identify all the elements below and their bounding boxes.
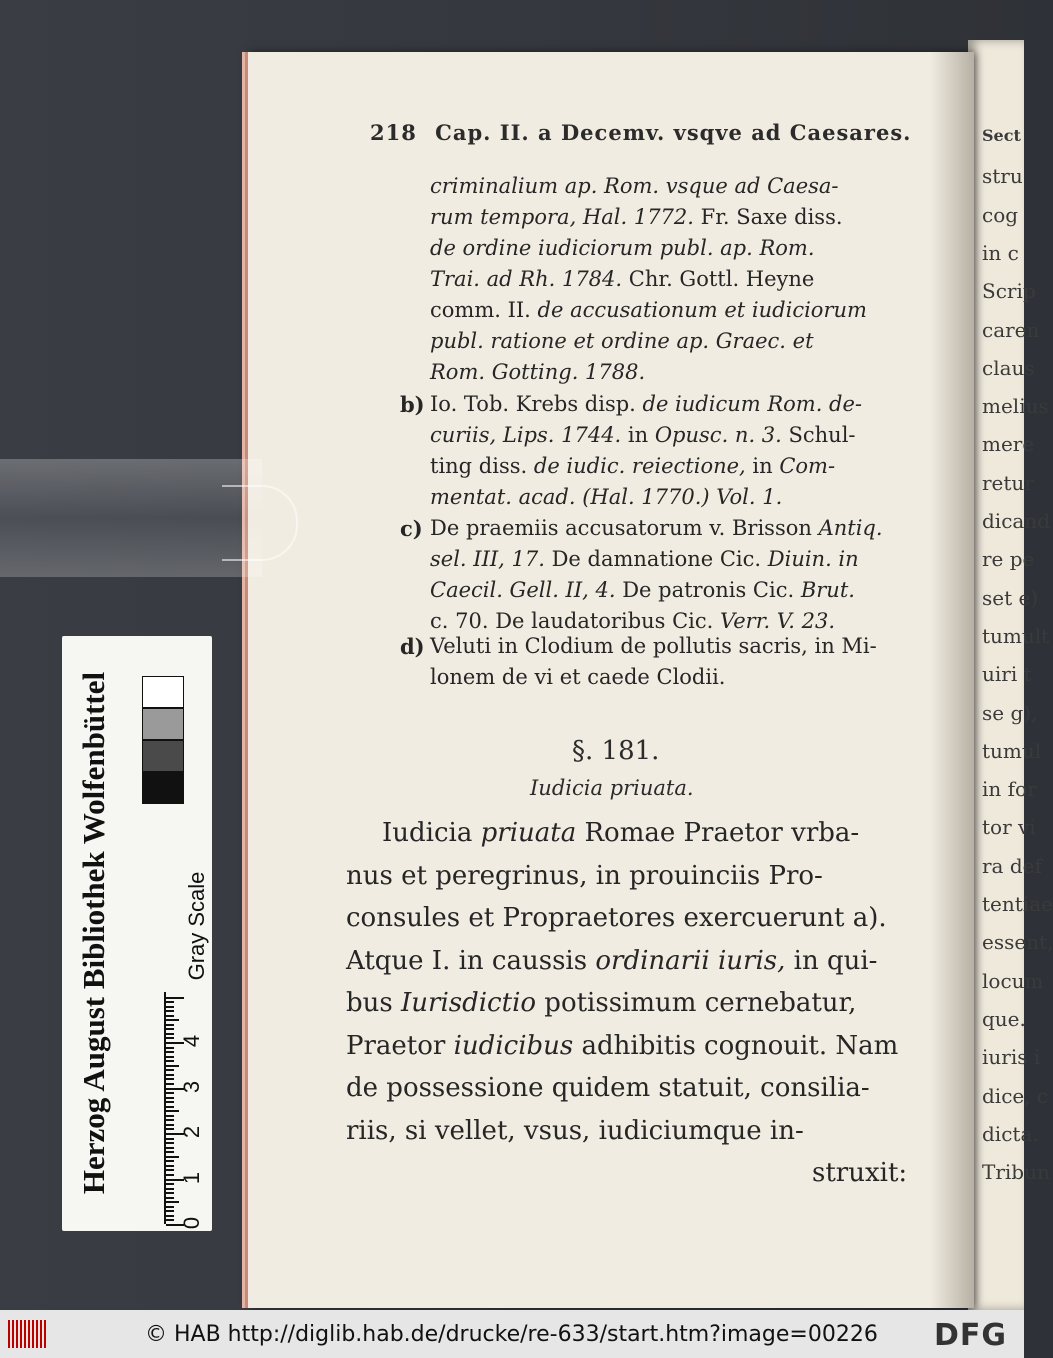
adjacent-page-fragment: retur xyxy=(982,470,1034,495)
adjacent-page-fragment: set e) xyxy=(982,585,1039,610)
gray-swatch xyxy=(142,708,184,740)
page-number: 218 xyxy=(370,120,417,145)
adjacent-page-fragment: Tribun xyxy=(982,1160,1050,1185)
text-run: ting diss. xyxy=(430,454,534,478)
ruler-tick xyxy=(166,1147,174,1149)
text-line xyxy=(430,485,782,509)
text-line xyxy=(400,392,863,417)
section-number: §. 181. xyxy=(572,736,660,766)
text-run: mentat. acad. (Hal. 1770.) Vol. 1. xyxy=(430,485,783,509)
text-run: Fr. Saxe diss. xyxy=(693,205,843,229)
text-run: priuata xyxy=(480,818,577,848)
ruler-tick xyxy=(166,1033,174,1035)
adjacent-page-fragment: dice, c xyxy=(982,1083,1049,1108)
text-line xyxy=(430,609,835,633)
ruler-tick xyxy=(166,1019,179,1021)
text-line xyxy=(430,454,835,478)
text-run: Atque I. in caussis xyxy=(346,945,596,976)
text-line xyxy=(430,547,859,571)
running-head-title: Cap. II. a Decemv. vsqve ad Caesares. xyxy=(435,120,912,145)
text-run: iudicibus xyxy=(453,1030,574,1061)
text-run: De patronis Cic. xyxy=(615,578,801,602)
adjacent-page-fragment: claus xyxy=(982,355,1035,380)
ruler-number: 1 xyxy=(179,1171,205,1184)
ruler-tick xyxy=(166,1028,174,1030)
gray-swatch xyxy=(142,740,184,772)
text-run: Antiq. xyxy=(818,516,883,540)
adjacent-page-fragment: dicta. xyxy=(982,1121,1039,1146)
adjacent-page-fragment: se g), xyxy=(982,700,1038,725)
text-run: adhibitis cognouit. Nam xyxy=(573,1030,899,1061)
adjacent-page-edge xyxy=(968,40,1053,1310)
ruler-tick xyxy=(166,1165,174,1167)
text-run: Brut. xyxy=(800,578,855,602)
adjacent-page-fragment: tumult xyxy=(982,623,1050,648)
adjacent-page-fragment: re pe xyxy=(982,547,1035,572)
text-run: c. 70. xyxy=(430,609,489,633)
dfg-logo: DFG xyxy=(934,1318,1008,1353)
text-run: in xyxy=(745,454,780,478)
ruler-tick xyxy=(166,1015,174,1017)
ruler-tick xyxy=(166,1151,174,1153)
text-run: Praetor xyxy=(346,1030,454,1061)
text-line xyxy=(346,903,887,933)
ruler-tick xyxy=(166,1192,174,1194)
ruler-tick xyxy=(166,1092,174,1094)
adjacent-page-fragment: essent, xyxy=(982,930,1053,955)
ruler-tick xyxy=(166,1056,174,1058)
ruler-number: 2 xyxy=(179,1125,205,1139)
ruler-tick xyxy=(166,1201,179,1203)
footnote-label: c) xyxy=(400,516,423,541)
ruler-tick xyxy=(166,1106,174,1108)
gray-swatch xyxy=(142,772,184,804)
text-run: potissimum cernebatur, xyxy=(536,988,857,1018)
ruler-tick xyxy=(166,1078,174,1080)
ruler-tick xyxy=(166,1138,174,1140)
text-run: in xyxy=(621,423,655,447)
text-line xyxy=(430,423,856,447)
adjacent-page-fragment: locum xyxy=(982,968,1044,993)
text-line xyxy=(346,1031,898,1061)
adjacent-page-fragment: stru xyxy=(982,164,1023,189)
ruler-tick xyxy=(166,1006,174,1008)
ruler-tick xyxy=(166,1119,174,1121)
ruler-tick xyxy=(166,1097,174,1099)
text-run: de iudicum Rom. de- xyxy=(642,392,863,416)
text-run: sel. III, 17. xyxy=(430,547,545,571)
text-line xyxy=(346,988,856,1018)
ruler-tick xyxy=(166,1188,174,1190)
ruler-tick xyxy=(166,1156,179,1158)
text-run: Trai. ad Rh. 1784. xyxy=(430,267,623,291)
adjacent-page-fragment: dicand xyxy=(982,509,1051,533)
adjacent-page-fragment: in for xyxy=(982,777,1037,802)
text-line xyxy=(430,360,645,384)
ruler-number: 0 xyxy=(179,1216,205,1230)
gray-scale-label: Gray Scale xyxy=(184,871,209,981)
ruler-tick xyxy=(166,1065,179,1067)
ruler-tick xyxy=(166,1101,174,1103)
scale-card xyxy=(62,636,212,1231)
text-run: De laudatoribus Cic. xyxy=(488,609,721,633)
text-line xyxy=(400,516,883,541)
text-run: curiis, Lips. 1744. xyxy=(430,423,622,447)
adjacent-page-fragment: mere xyxy=(982,432,1035,457)
text-line xyxy=(346,1116,804,1146)
ruler-tick xyxy=(166,1074,174,1076)
adjacent-page-fragment: uiri t xyxy=(982,662,1032,687)
ruler-tick xyxy=(166,1110,179,1112)
text-run: consules et Propraetores exercuerunt a). xyxy=(346,903,887,933)
text-run: de iudic. reiectione, xyxy=(533,454,746,478)
text-run: struxit: xyxy=(812,1158,908,1188)
text-line xyxy=(430,267,814,291)
ruler-tick xyxy=(166,1206,174,1208)
text-run: Opusc. n. 3. xyxy=(654,423,782,447)
ruler-tick xyxy=(166,1060,174,1062)
ruler-tick xyxy=(166,1219,174,1221)
gray-swatch xyxy=(142,676,184,708)
footer-credit: © HAB http://diglib.hab.de/drucke/re-633/start.htm?image=00226 xyxy=(145,1322,878,1347)
text-run: publ. ratione et ordine ap. Graec. et xyxy=(430,329,814,353)
ruler-tick xyxy=(166,1210,174,1212)
text-run: de ordine iudiciorum publ. ap. Rom. xyxy=(430,236,815,260)
text-run: criminalium ap. Rom. vsque ad Caesa- xyxy=(430,174,839,198)
text-run: nus et peregrinus, in prouinciis Pro- xyxy=(346,860,823,891)
text-run: Schul- xyxy=(781,423,856,447)
adjacent-page-fragment: cog xyxy=(982,202,1019,227)
adjacent-page-fragment: melius xyxy=(982,394,1049,419)
text-line xyxy=(430,174,839,198)
ruler-tick xyxy=(166,1001,174,1003)
text-line xyxy=(430,236,815,260)
adjacent-page-fragment: Scrip xyxy=(982,279,1036,304)
page-gutter-shadow xyxy=(930,52,974,1308)
text-run: De damnatione Cic. xyxy=(544,547,768,571)
text-line xyxy=(430,665,725,689)
adjacent-page-fragment: tentiae xyxy=(982,892,1053,916)
ruler-tick xyxy=(166,1215,174,1217)
ruler-tick xyxy=(166,1037,174,1039)
text-run: Diuin. in xyxy=(767,547,859,571)
text-run: Io. Tob. Krebs disp. xyxy=(430,392,643,416)
ruler-tick xyxy=(166,1047,174,1049)
text-run: comm. II. xyxy=(430,298,538,322)
text-run: ordinarii iuris, xyxy=(595,945,786,976)
ruler-number: 3 xyxy=(179,1080,205,1093)
ruler-tick xyxy=(166,1197,174,1199)
text-line xyxy=(400,634,877,659)
text-run: Iurisdictio xyxy=(401,988,537,1018)
text-run: lonem de vi et caede Clodii. xyxy=(430,665,726,689)
ruler-tick xyxy=(166,1083,174,1085)
ruler-ticks xyxy=(164,992,212,1230)
ruler-number: 4 xyxy=(179,1034,205,1048)
text-run: Rom. Gotting. 1788. xyxy=(430,360,646,384)
text-run: Chr. Gottl. Heyne xyxy=(622,267,815,291)
text-line xyxy=(382,818,859,848)
text-line xyxy=(346,1073,870,1103)
barcode-icon xyxy=(8,1320,46,1348)
ruler-tick xyxy=(166,1160,174,1162)
footnote-label: d) xyxy=(400,634,425,659)
adjacent-page-fragment: tor vi xyxy=(982,815,1036,840)
adjacent-page-fragment: iuris i xyxy=(982,1045,1041,1070)
text-run: Com- xyxy=(779,454,836,478)
adjacent-page-fragment: que. xyxy=(982,1006,1026,1031)
adjacent-page-fragment: ra def xyxy=(982,853,1042,878)
ruler-tick xyxy=(166,1051,174,1053)
text-line xyxy=(430,205,843,229)
text-line xyxy=(346,861,823,891)
text-line xyxy=(346,946,877,976)
ruler-tick xyxy=(166,997,184,999)
text-run: de accusationum et iudiciorum xyxy=(537,298,867,322)
text-run: Romae Praetor vrba- xyxy=(576,818,860,848)
text-line xyxy=(430,298,867,322)
text-run: De praemiis accusatorum v. Brisson xyxy=(430,516,819,540)
text-run: Caecil. Gell. II, 4. xyxy=(430,578,616,602)
text-run: de possessione quidem statuit, consilia- xyxy=(346,1073,870,1103)
adjacent-page-fragment: tumul xyxy=(982,738,1042,763)
text-run: Verr. V. 23. xyxy=(720,609,836,633)
text-line xyxy=(430,578,855,602)
ruler-tick xyxy=(166,1169,174,1171)
ruler-tick xyxy=(166,1124,174,1126)
page-clip-tip xyxy=(222,485,298,561)
text-run: riis, si vellet, vsus, iudiciumque in- xyxy=(346,1115,804,1146)
ruler-tick xyxy=(166,1183,174,1185)
text-run: in qui- xyxy=(785,945,878,976)
scale-card-institution: Herzog August Bibliothek Wolfenbüttel xyxy=(76,671,111,1194)
footnote-label: b) xyxy=(400,392,425,417)
adjacent-page-fragment: in c xyxy=(982,240,1019,265)
text-line xyxy=(812,1158,907,1188)
text-run: Iudicia xyxy=(382,818,481,848)
text-line xyxy=(430,329,814,353)
ruler-tick xyxy=(166,1115,174,1117)
ruler-tick xyxy=(166,1010,174,1012)
adjacent-page-fragment: Sect xyxy=(982,126,1021,145)
text-run: bus xyxy=(346,988,401,1018)
ruler-tick xyxy=(166,1142,174,1144)
ruler-tick xyxy=(166,1174,174,1176)
running-head xyxy=(370,120,912,145)
ruler-tick xyxy=(166,1128,174,1130)
text-run: rum tempora, Hal. 1772. xyxy=(430,205,694,229)
ruler-tick xyxy=(166,1024,174,1026)
ruler-tick xyxy=(166,1069,174,1071)
footer-bar xyxy=(0,1310,1024,1358)
text-run: Veluti in Clodium de pollutis sacris, in Mi- xyxy=(430,634,877,658)
section-title: Iudicia priuata. xyxy=(530,776,694,800)
page-clip xyxy=(0,455,300,585)
adjacent-page-fragment: caren xyxy=(982,317,1040,342)
